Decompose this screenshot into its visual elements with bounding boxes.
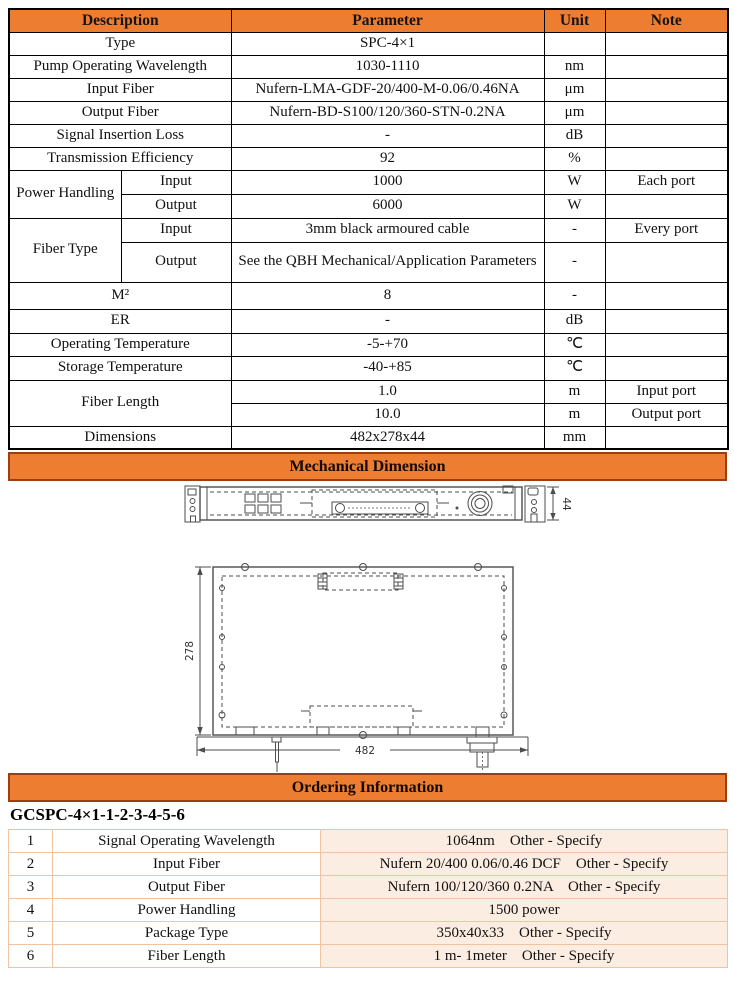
spec-table-section	[8, 8, 729, 450]
table-row	[9, 147, 728, 170]
spec-cell-param: 1030-1110	[231, 55, 544, 78]
col-header-description: Description	[9, 9, 231, 32]
table-row	[9, 282, 728, 309]
spec-cell-group: Fiber Length	[9, 380, 231, 426]
table-row	[9, 899, 728, 922]
spec-cell-unit: W	[544, 194, 605, 218]
spec-cell-unit: m	[544, 380, 605, 403]
spec-cell-note	[605, 309, 728, 333]
spec-cell-unit: μm	[544, 101, 605, 124]
ordering-table-section	[8, 829, 728, 968]
spec-cell-note: Every port	[605, 218, 728, 242]
spec-cell-desc: Input Fiber	[9, 78, 231, 101]
spec-cell-unit: -	[544, 218, 605, 242]
spec-cell-sub: Input	[121, 218, 231, 242]
spec-cell-sub: Input	[121, 170, 231, 194]
ordering-model-code: GCSPC-4×1-1-2-3-4-5-6	[10, 805, 185, 824]
spec-cell-unit: mm	[544, 426, 605, 449]
spec-cell-note	[605, 55, 728, 78]
spec-cell-desc: Transmission Efficiency	[9, 147, 231, 170]
ordering-label: Signal Operating Wavelength	[53, 830, 321, 853]
spec-cell-param: 8	[231, 282, 544, 309]
spec-cell-sub: Output	[121, 194, 231, 218]
spec-cell-desc: M²	[9, 282, 231, 309]
spec-cell-unit: μm	[544, 78, 605, 101]
spec-cell-note	[605, 242, 728, 282]
table-row	[9, 945, 728, 968]
table-row	[9, 356, 728, 380]
ordering-value: Nufern 100/120/360 0.2NA Other - Specify	[321, 876, 728, 899]
spec-cell-param: Nufern-BD-S100/120/360-STN-0.2NA	[231, 101, 544, 124]
table-row	[9, 124, 728, 147]
table-row	[9, 309, 728, 333]
table-row	[9, 170, 728, 194]
spec-cell-unit: nm	[544, 55, 605, 78]
table-row	[9, 853, 728, 876]
top-view-drawing	[0, 543, 734, 772]
spec-cell-desc: Pump Operating Wavelength	[9, 55, 231, 78]
spec-cell-group: Power Handling	[9, 170, 121, 218]
spec-cell-note: Each port	[605, 170, 728, 194]
spec-cell-param: 482x278x44	[231, 426, 544, 449]
table-row	[9, 333, 728, 356]
spec-cell-param: -40-+85	[231, 356, 544, 380]
spec-cell-unit: -	[544, 242, 605, 282]
spec-cell-note	[605, 32, 728, 55]
ordering-value: 1 m- 1meter Other - Specify	[321, 945, 728, 968]
spec-cell-unit: W	[544, 170, 605, 194]
spec-cell-param: SPC-4×1	[231, 32, 544, 55]
spec-cell-unit: %	[544, 147, 605, 170]
ordering-table	[8, 829, 728, 968]
ordering-value: Nufern 20/400 0.06/0.46 DCF Other - Specify	[321, 853, 728, 876]
ordering-value: 1500 power	[321, 899, 728, 922]
spec-cell-unit: ℃	[544, 356, 605, 380]
spec-cell-param: 6000	[231, 194, 544, 218]
spec-cell-unit: m	[544, 403, 605, 426]
spec-cell-param: 1000	[231, 170, 544, 194]
ordering-value: 350x40x33 Other - Specify	[321, 922, 728, 945]
spec-cell-note	[605, 147, 728, 170]
spec-cell-note: Output port	[605, 403, 728, 426]
spec-cell-param: -	[231, 309, 544, 333]
spec-cell-note	[605, 194, 728, 218]
dim-44-label: 44	[560, 497, 572, 511]
spec-cell-unit: dB	[544, 124, 605, 147]
side-view-drawing	[0, 481, 734, 543]
ordering-value: 1064nm Other - Specify	[321, 830, 728, 853]
spec-cell-note	[605, 426, 728, 449]
spec-cell-sub: Output	[121, 242, 231, 282]
spec-cell-param: See the QBH Mechanical/Application Parameters	[231, 242, 544, 282]
spec-cell-group: Fiber Type	[9, 218, 121, 282]
table-row	[9, 78, 728, 101]
spec-cell-param: 3mm black armoured cable	[231, 218, 544, 242]
spec-cell-desc: Dimensions	[9, 426, 231, 449]
spec-cell-note	[605, 282, 728, 309]
spec-cell-param: -	[231, 124, 544, 147]
spec-cell-unit: dB	[544, 309, 605, 333]
spec-cell-unit: ℃	[544, 333, 605, 356]
spec-table	[8, 8, 729, 450]
ordering-num: 1	[9, 830, 53, 853]
spec-cell-note	[605, 101, 728, 124]
spec-cell-desc: Output Fiber	[9, 101, 231, 124]
mechanical-dimension-title: Mechanical Dimension	[289, 457, 446, 475]
ordering-num: 5	[9, 922, 53, 945]
spec-header-row	[9, 9, 728, 32]
ordering-information-banner	[8, 773, 727, 802]
col-header-parameter: Parameter	[231, 9, 544, 32]
ordering-num: 2	[9, 853, 53, 876]
table-row	[9, 55, 728, 78]
table-row	[9, 922, 728, 945]
spec-cell-param: 92	[231, 147, 544, 170]
table-row	[9, 32, 728, 55]
spec-cell-desc: Storage Temperature	[9, 356, 231, 380]
ordering-label: Input Fiber	[53, 853, 321, 876]
table-row	[9, 426, 728, 449]
ordering-label: Power Handling	[53, 899, 321, 922]
spec-cell-note	[605, 333, 728, 356]
table-row	[9, 380, 728, 403]
ordering-label: Fiber Length	[53, 945, 321, 968]
spec-cell-desc: Signal Insertion Loss	[9, 124, 231, 147]
spec-cell-unit	[544, 32, 605, 55]
spec-cell-note: Input port	[605, 380, 728, 403]
spec-cell-unit: -	[544, 282, 605, 309]
table-row	[9, 218, 728, 242]
dim-278-label: 278	[184, 640, 196, 662]
ordering-num: 6	[9, 945, 53, 968]
ordering-num: 3	[9, 876, 53, 899]
spec-cell-desc: Operating Temperature	[9, 333, 231, 356]
ordering-num: 4	[9, 899, 53, 922]
spec-cell-desc: ER	[9, 309, 231, 333]
ordering-label: Output Fiber	[53, 876, 321, 899]
mechanical-dimension-banner	[8, 452, 727, 481]
dim-482-label: 482	[354, 745, 376, 757]
col-header-note: Note	[605, 9, 728, 32]
spec-cell-param: Nufern-LMA-GDF-20/400-M-0.06/0.46NA	[231, 78, 544, 101]
spec-cell-param: 1.0	[231, 380, 544, 403]
spec-cell-note	[605, 124, 728, 147]
spec-cell-param: 10.0	[231, 403, 544, 426]
table-row	[9, 830, 728, 853]
col-header-unit: Unit	[544, 9, 605, 32]
spec-cell-param: -5-+70	[231, 333, 544, 356]
table-row	[9, 101, 728, 124]
table-row	[9, 876, 728, 899]
spec-cell-note	[605, 78, 728, 101]
ordering-information-title: Ordering Information	[291, 778, 444, 796]
spec-cell-desc: Type	[9, 32, 231, 55]
ordering-label: Package Type	[53, 922, 321, 945]
spec-cell-note	[605, 356, 728, 380]
